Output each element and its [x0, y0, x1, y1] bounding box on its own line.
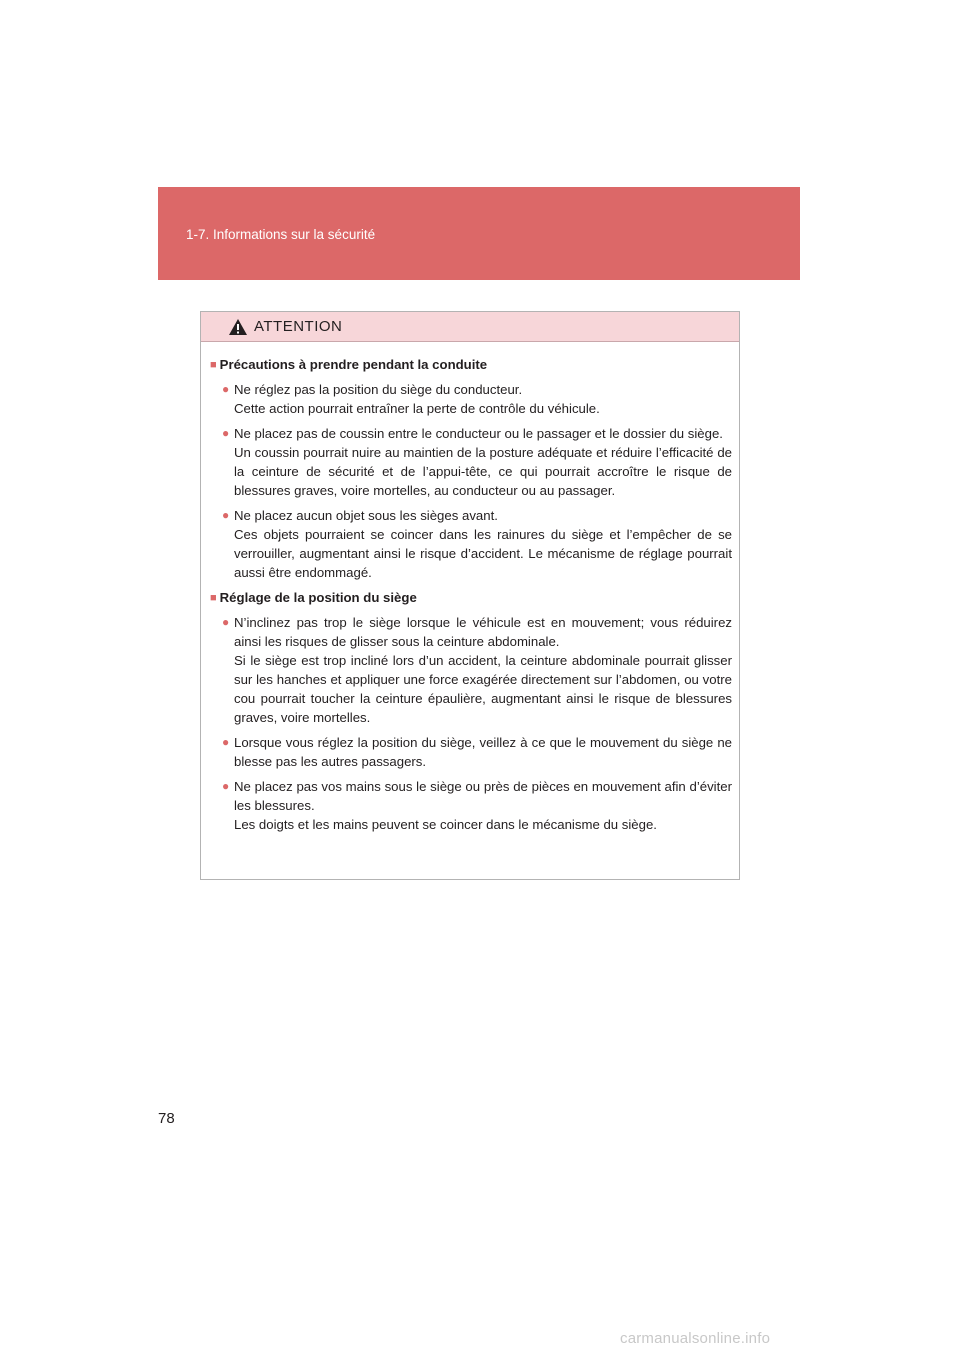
circle-bullet-icon: ●: [222, 779, 230, 793]
section-title: 1-7. Informations sur la sécurité: [186, 227, 376, 242]
bullet-detail: Les doigts et les mains peuvent se coincer dans le mécanisme du siège.: [234, 817, 657, 832]
warning-triangle-icon: [228, 318, 248, 336]
bullet-main: Ne placez pas de coussin entre le conducteur ou le passager et le dossier du siège.: [234, 426, 723, 441]
caution-title: ATTENTION: [254, 318, 343, 335]
circle-bullet-icon: ●: [222, 382, 230, 396]
bullet-main: N’inclinez pas trop le siège lorsque le véhicule est en mouvement; vous réduirez ainsi les risques de glisser sous la ceinture abdominale.: [234, 615, 732, 649]
list-item: [222, 380, 732, 418]
bullet-main: Ne réglez pas la position du siège du conducteur.: [234, 382, 523, 397]
subsection-heading: Précautions à prendre pendant la conduite: [219, 357, 488, 372]
list-item: [222, 733, 732, 771]
bullet-detail: Un coussin pourrait nuire au maintien de la posture adéquate et réduire l’efficacité de la ceinture de sécurité et de l’appui-tête, ce qui pourrait accroître le risque de blessures graves, voire mortelles, au conducteur ou au passager.: [234, 445, 732, 498]
bullet-main: Lorsque vous réglez la position du siège, veillez à ce que le mouvement du siège ne blesse pas les autres passagers.: [234, 735, 732, 769]
subsection-seat-adjust: [210, 588, 732, 834]
watermark: carmanualsonline.info: [620, 1330, 771, 1347]
caution-header: [201, 312, 739, 342]
circle-bullet-icon: ●: [222, 735, 230, 749]
bullet-detail: Cette action pourrait entraîner la perte de contrôle du véhicule.: [234, 401, 600, 416]
list-item: [222, 506, 732, 582]
subsection-heading: Réglage de la position du siège: [219, 590, 417, 605]
bullet-main: Ne placez aucun objet sous les sièges avant.: [234, 508, 498, 523]
bullet-detail: Si le siège est trop incliné lors d’un accident, la ceinture abdominale pourrait glisser sur les hanches et appliquer une force exagérée directement sur l’abdomen, ou votre cou pourrait toucher la ceinture épaulière, augmentant ainsi le risque de blessures graves, voire mortelles.: [234, 653, 732, 725]
list-item: [222, 613, 732, 727]
list-item: [222, 777, 732, 834]
caution-box: [200, 311, 740, 880]
bullet-main: Ne placez pas vos mains sous le siège ou près de pièces en mouvement afin d’éviter les blessures.: [234, 779, 732, 813]
page-number: 78: [158, 1110, 175, 1127]
square-bullet-icon: ■: [210, 591, 217, 604]
section-header-band: [158, 187, 800, 280]
bullet-detail: Ces objets pourraient se coincer dans les rainures du siège et l’empêcher de se verrouiller, augmentant ainsi le risque d’accident. Le mécanisme de réglage pourrait aussi être endommagé.: [234, 527, 732, 580]
caution-body: [201, 342, 739, 834]
list-item: [222, 424, 732, 500]
circle-bullet-icon: ●: [222, 426, 230, 440]
circle-bullet-icon: ●: [222, 615, 230, 629]
square-bullet-icon: ■: [210, 358, 217, 371]
circle-bullet-icon: ●: [222, 508, 230, 522]
subsection-driving: [210, 355, 732, 582]
